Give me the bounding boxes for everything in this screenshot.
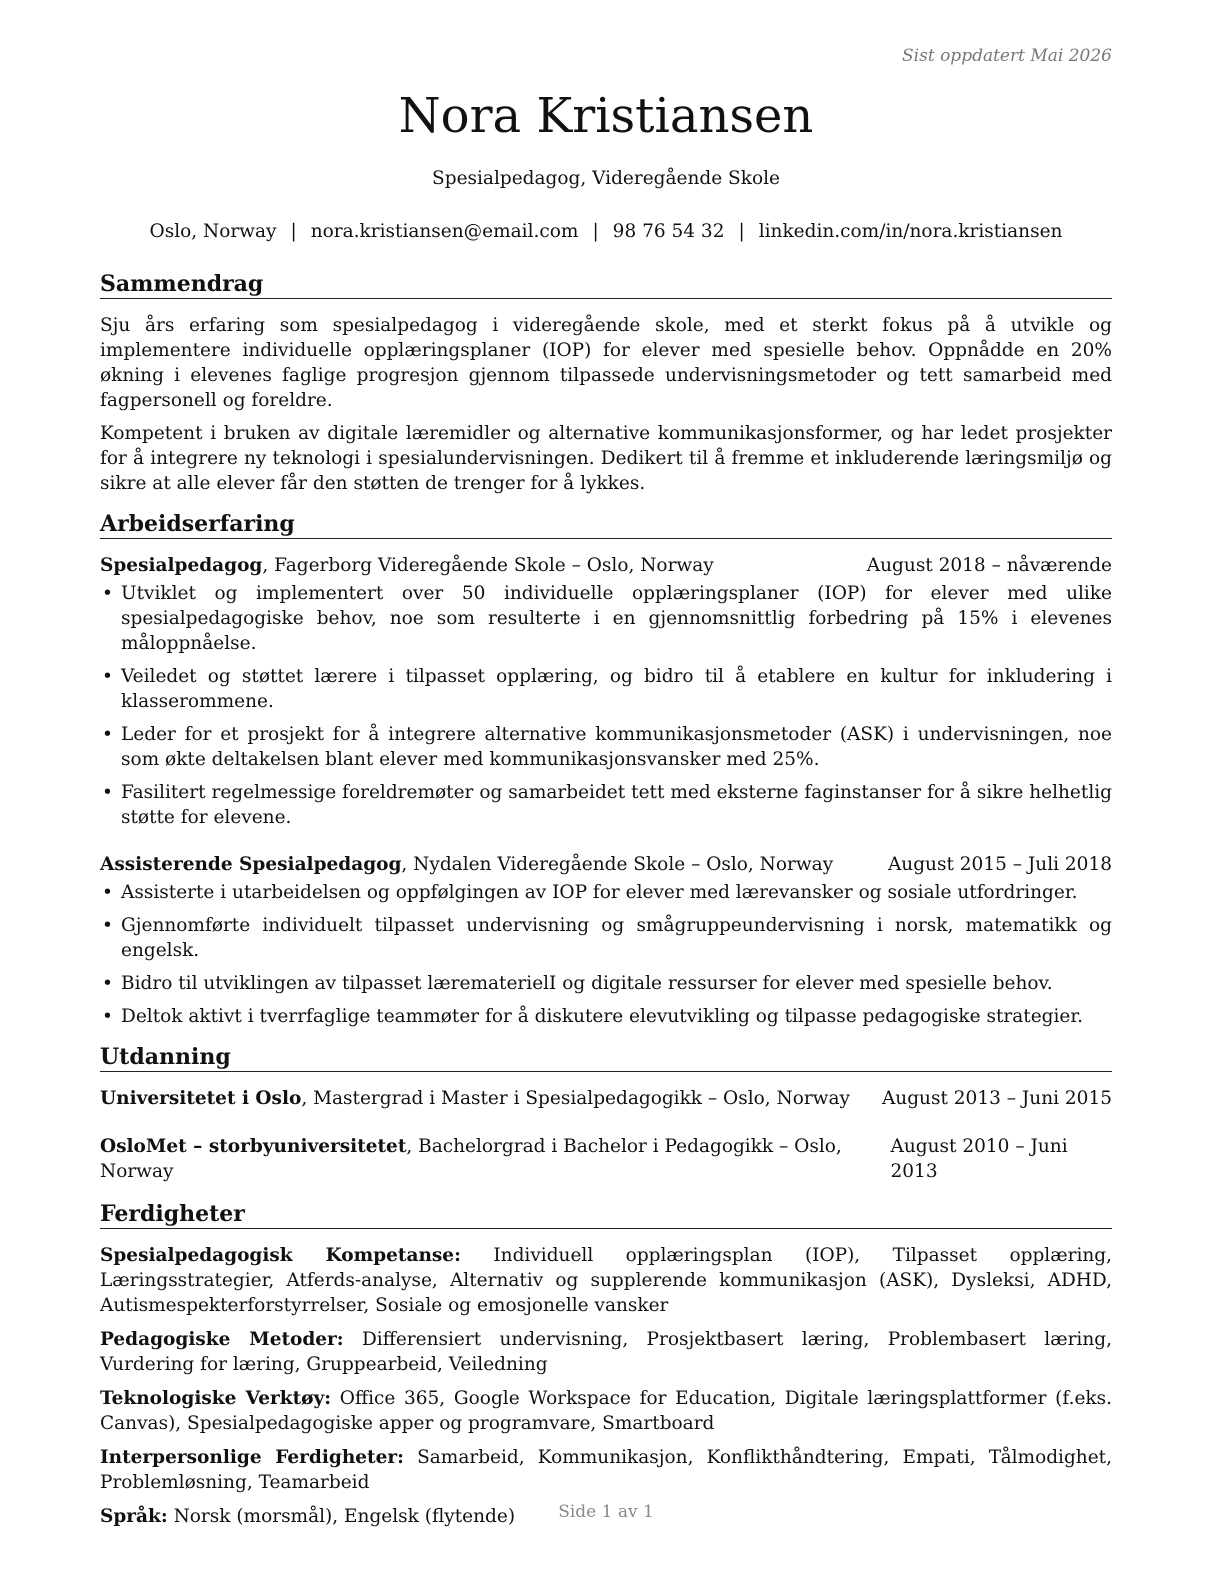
summary-paragraph: Kompetent i bruken av digitale læremidler og alternative kommunikasjonsformer, og har ledet prosjekter for å integrere ny teknologi i spesialundervisningen. Dedikert til å fremme et inkluderende læringsmiljø og sikre at alle elever får den støtten de trenger for å lykkes. xyxy=(100,423,1112,494)
bullet-icon: • xyxy=(102,666,113,687)
job-dates: August 2018 – nåværende xyxy=(866,555,1112,576)
education-line xyxy=(100,1134,891,1184)
contact-separator: | xyxy=(738,221,745,242)
skill-label: Spesialpedagogisk Kompetanse: xyxy=(100,1245,461,1266)
summary-paragraph: Sju års erfaring som spesialpedagog i videregående skole, med et sterkt fokus på å utvikle og implementere individuelle opplæringsplaner (IOP) for elever med spesielle behov. Oppnådde en 20% økning i elevenes faglige progresjon gjennom tilpassede undervisningsmetoder og tett samarbeid med fagpersonell og foreldre. xyxy=(100,315,1112,411)
bullet-icon: • xyxy=(102,915,113,936)
bullet-text: Fasilitert regelmessige foreldremøter og samarbeidet tett med eksterne faginstanser for å sikre helhetlig støtte for elevene. xyxy=(121,782,1112,828)
skill-text: Differensiert undervisning, Prosjektbasert læring, Problembasert læring, Vurdering for læring, Gruppearbeid, Veiledning xyxy=(100,1329,1112,1375)
education-detail: , Bachelorgrad i Bachelor i Pedagogikk – Oslo, Norway xyxy=(100,1136,842,1182)
contact-separator: | xyxy=(290,221,297,242)
list-item xyxy=(100,971,1112,996)
job-place: , Fagerborg Videregående Skole – Oslo, Norway xyxy=(262,555,714,576)
contact-phone: 98 76 54 32 xyxy=(612,221,725,242)
bullet-icon: • xyxy=(102,973,113,994)
skill-group xyxy=(100,1327,1112,1377)
experience-section xyxy=(100,510,1112,1029)
education-section xyxy=(100,1043,1112,1184)
education-detail: , Mastergrad i Master i Spesialpedagogikk – Oslo, Norway xyxy=(301,1088,850,1109)
section-title-education: Utdanning xyxy=(100,1043,1112,1072)
skills-section xyxy=(100,1200,1112,1529)
bullet-icon: • xyxy=(102,583,113,604)
skill-group xyxy=(100,1386,1112,1436)
person-name: Nora Kristiansen xyxy=(398,88,814,144)
job-role: Assisterende Spesialpedagog xyxy=(100,854,402,875)
page-number: Side 1 av 1 xyxy=(558,1502,654,1522)
bullet-text: Utviklet og implementert over 50 individuelle opplæringsplaner (IOP) for elever med ulike spesialpedagogiske behov, noe som resulterte i en gjennomsnittlig forbedring på 15% i elevenes måloppnåelse. xyxy=(121,583,1112,654)
list-item xyxy=(100,780,1112,830)
job-entry xyxy=(100,553,1112,830)
list-item xyxy=(100,581,1112,656)
contact-line xyxy=(100,219,1112,244)
education-dates: August 2013 – Juni 2015 xyxy=(881,1088,1112,1109)
bullet-text: Leder for et prosjekt for å integrere alternative kommunikasjonsmetoder (ASK) i undervisningen, noe som økte deltakelsen blant elever med kommunikasjonsvansker med 25%. xyxy=(121,724,1112,770)
education-entry xyxy=(100,1134,1112,1184)
education-entry xyxy=(100,1086,1112,1111)
skill-label: Interpersonlige Ferdigheter: xyxy=(100,1447,404,1468)
last-updated: Sist oppdatert Mai 2026 xyxy=(902,46,1112,66)
contact-linkedin[interactable]: linkedin.com/in/nora.kristiansen xyxy=(758,221,1063,242)
job-bullets xyxy=(100,581,1112,830)
skill-label: Teknologiske Verktøy: xyxy=(100,1388,332,1409)
list-item xyxy=(100,880,1112,905)
list-item xyxy=(100,1004,1112,1029)
skill-label: Språk: xyxy=(100,1506,168,1527)
education-line xyxy=(100,1086,850,1111)
skill-text: Samarbeid, Kommunikasjon, Konflikthåndtering, Empati, Tålmodighet, Problemløsning, Teamarbeid xyxy=(100,1447,1112,1493)
bullet-icon: • xyxy=(102,782,113,803)
job-header xyxy=(100,852,1112,877)
resume-content xyxy=(100,270,1112,1538)
section-title-skills: Ferdigheter xyxy=(100,1200,1112,1229)
job-role: Spesialpedagog xyxy=(100,555,263,576)
bullet-icon: • xyxy=(102,882,113,903)
section-title-summary: Sammendrag xyxy=(100,270,1112,299)
skill-group xyxy=(100,1445,1112,1495)
job-role-line xyxy=(100,852,833,877)
job-header xyxy=(100,553,1112,578)
list-item xyxy=(100,664,1112,714)
skill-group xyxy=(100,1243,1112,1318)
list-item xyxy=(100,722,1112,772)
education-dates: August 2010 – Juni 2013 xyxy=(890,1136,1068,1182)
section-title-experience: Arbeidserfaring xyxy=(100,510,1112,539)
job-place: , Nydalen Videregående Skole – Oslo, Norway xyxy=(401,854,834,875)
job-bullets xyxy=(100,880,1112,1029)
list-item xyxy=(100,913,1112,963)
bullet-icon: • xyxy=(102,724,113,745)
job-role-line xyxy=(100,553,714,578)
skill-text: Individuell opplæringsplan (IOP), Tilpasset opplæring, Læringsstrategier, Atferds-analyse, Alternativ og supplerende kommunikasjon (ASK), Dysleksi, ADHD, Autismespekterforstyrrelser, Sosiale og emosjonelle vansker xyxy=(100,1245,1112,1316)
job-entry xyxy=(100,852,1112,1029)
education-school: Universitetet i Oslo xyxy=(100,1088,302,1109)
resume-page xyxy=(100,0,1112,1584)
education-school: OsloMet – storbyuniversitetet xyxy=(100,1136,407,1157)
summary-section xyxy=(100,270,1112,496)
bullet-text: Deltok aktivt i tverrfaglige teammøter for å diskutere elevutvikling og tilpasse pedagogiske strategier. xyxy=(121,1006,1084,1027)
contact-location: Oslo, Norway xyxy=(149,221,277,242)
skill-label: Pedagogiske Metoder: xyxy=(100,1329,344,1350)
bullet-text: Veiledet og støttet lærere i tilpasset opplæring, og bidro til å etablere en kultur for inkludering i klasserommene. xyxy=(121,666,1112,712)
bullet-text: Bidro til utviklingen av tilpasset lærematerielI og digitale ressurser for elever med spesielle behov. xyxy=(121,973,1053,994)
skill-text: Norsk (morsmål), Engelsk (flytende) xyxy=(167,1506,516,1527)
bullet-text: Assisterte i utarbeidelsen og oppfølgingen av IOP for elever med lærevansker og sosiale utfordringer. xyxy=(121,882,1078,903)
job-dates: August 2015 – Juli 2018 xyxy=(887,854,1112,875)
bullet-text: Gjennomførte individuelt tilpasset undervisning og smågruppeundervisning i norsk, matematikk og engelsk. xyxy=(121,915,1112,961)
contact-email[interactable]: nora.kristiansen@email.com xyxy=(310,221,579,242)
bullet-icon: • xyxy=(102,1006,113,1027)
skill-text: Office 365, Google Workspace for Education, Digitale læringsplattformer (f.eks. Canvas), Spesialpedagogiske apper og programvare, Smartboard xyxy=(100,1388,1112,1434)
contact-separator: | xyxy=(592,221,599,242)
job-title: Spesialpedagog, Videregående Skole xyxy=(432,168,780,189)
